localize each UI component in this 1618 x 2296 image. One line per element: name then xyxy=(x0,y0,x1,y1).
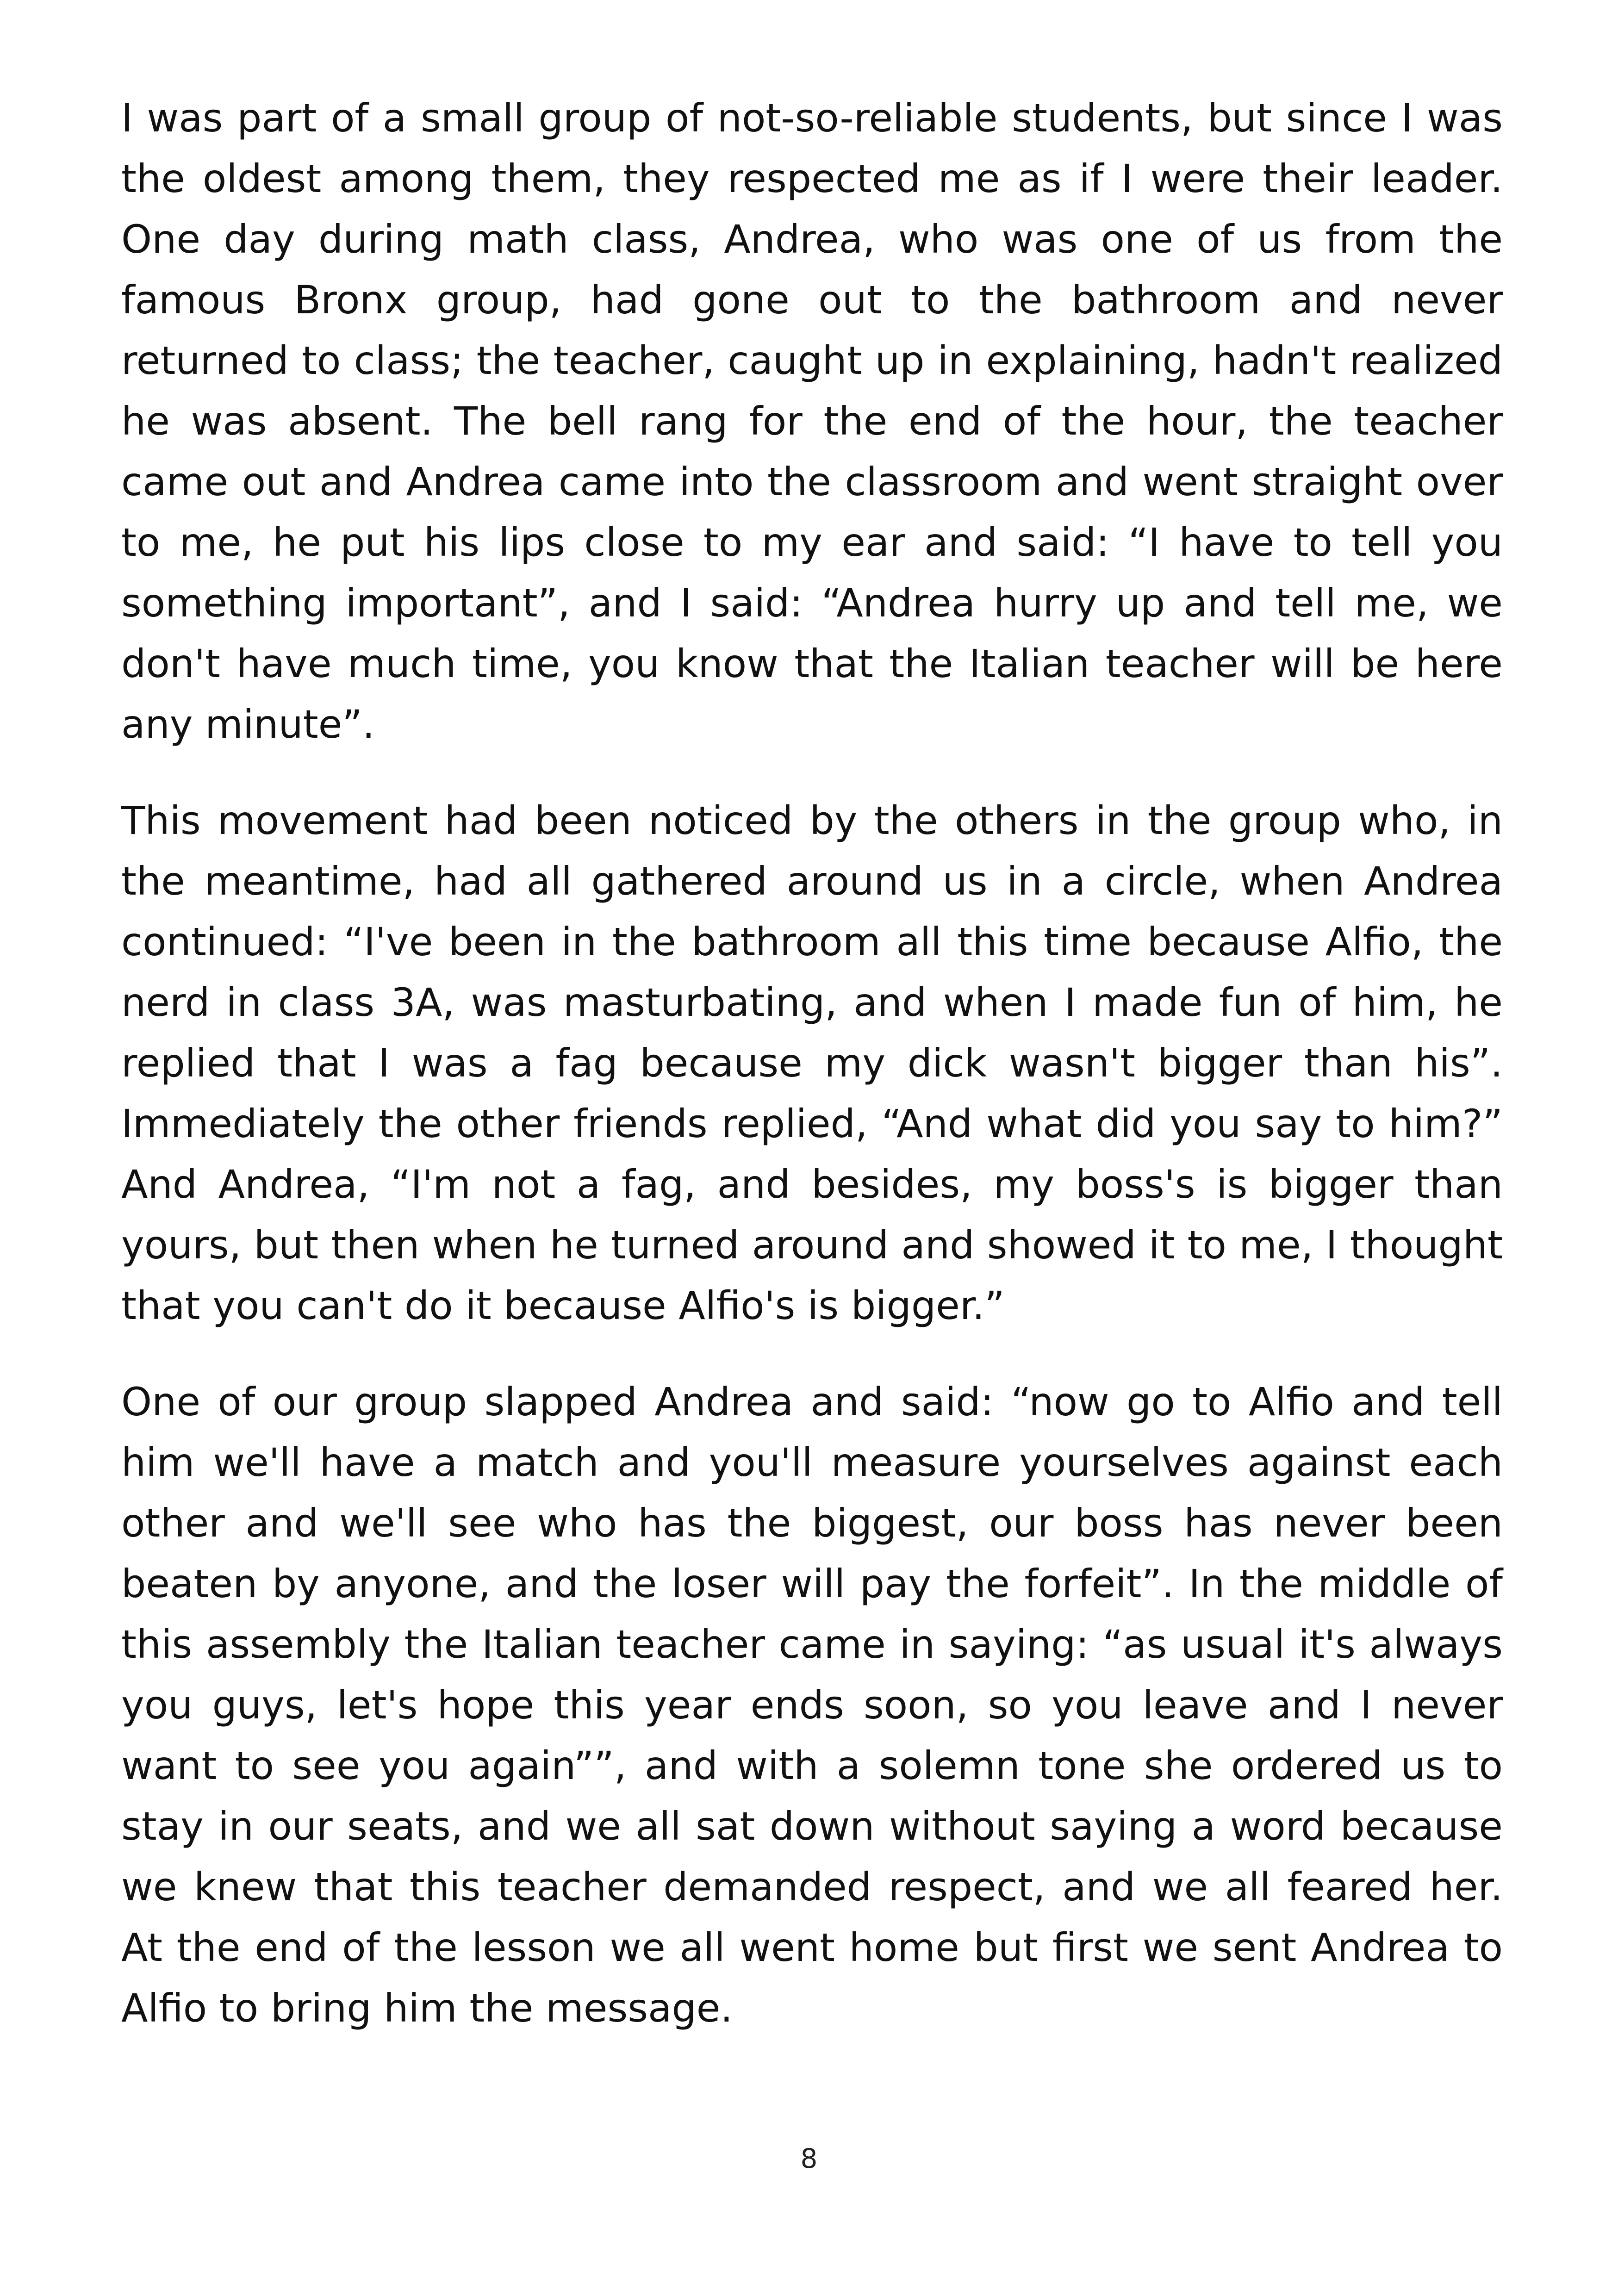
paragraph-1: I was part of a small group of not-so-reliable students, but since I was the oldest among them, they respected me as if I were their leader. One day during math class, Andrea, who was one of us from the famous Bronx group, had gone out to the bathroom and never returned to class; the teacher, caught up in explaining, hadn't realized he was absent. The bell rang for the end of the hour, the teacher came out and Andrea came into the classroom and went straight over to me, he put his lips close to my ear and said: “I have to tell you something important”, and I said: “Andrea hurry up and tell me, we don't have much time, you know that the Italian teacher will be here any minute”. xyxy=(121,95,1503,747)
body-text xyxy=(121,88,1503,2074)
paragraph-3: One of our group slapped Andrea and said: “now go to Alfio and tell him we'll have a match and you'll measure yourselves against each other and we'll see who has the biggest, our boss has never been beaten by anyone, and the loser will pay the forfeit”. In the middle of this assembly the Italian teacher came in saying: “as usual it's always you guys, let's hope this year ends soon, so you leave and I never want to see you again””, and with a solemn tone she ordered us to stay in our seats, and we all sat down without saying a word because we knew that this teacher demanded respect, and we all feared her. At the end of the lesson we all went home but first we sent Andrea to Alfio to bring him the message. xyxy=(121,1379,1503,2031)
paragraph-2: This movement had been noticed by the others in the group who, in the meantime, had all gathered around us in a circle, when Andrea continued: “I've been in the bathroom all this time because Alfio, the nerd in class 3A, was masturbating, and when I made fun of him, he replied that I was a fag because my dick wasn't bigger than his”. Immediately the other friends replied, “And what did you say to him?” And Andrea, “I'm not a fag, and besides, my boss's is bigger than yours, but then when he turned around and showed it to me, I thought that you can't do it because Alfio's is bigger.” xyxy=(121,798,1503,1328)
page-number: 8 xyxy=(800,2143,818,2174)
